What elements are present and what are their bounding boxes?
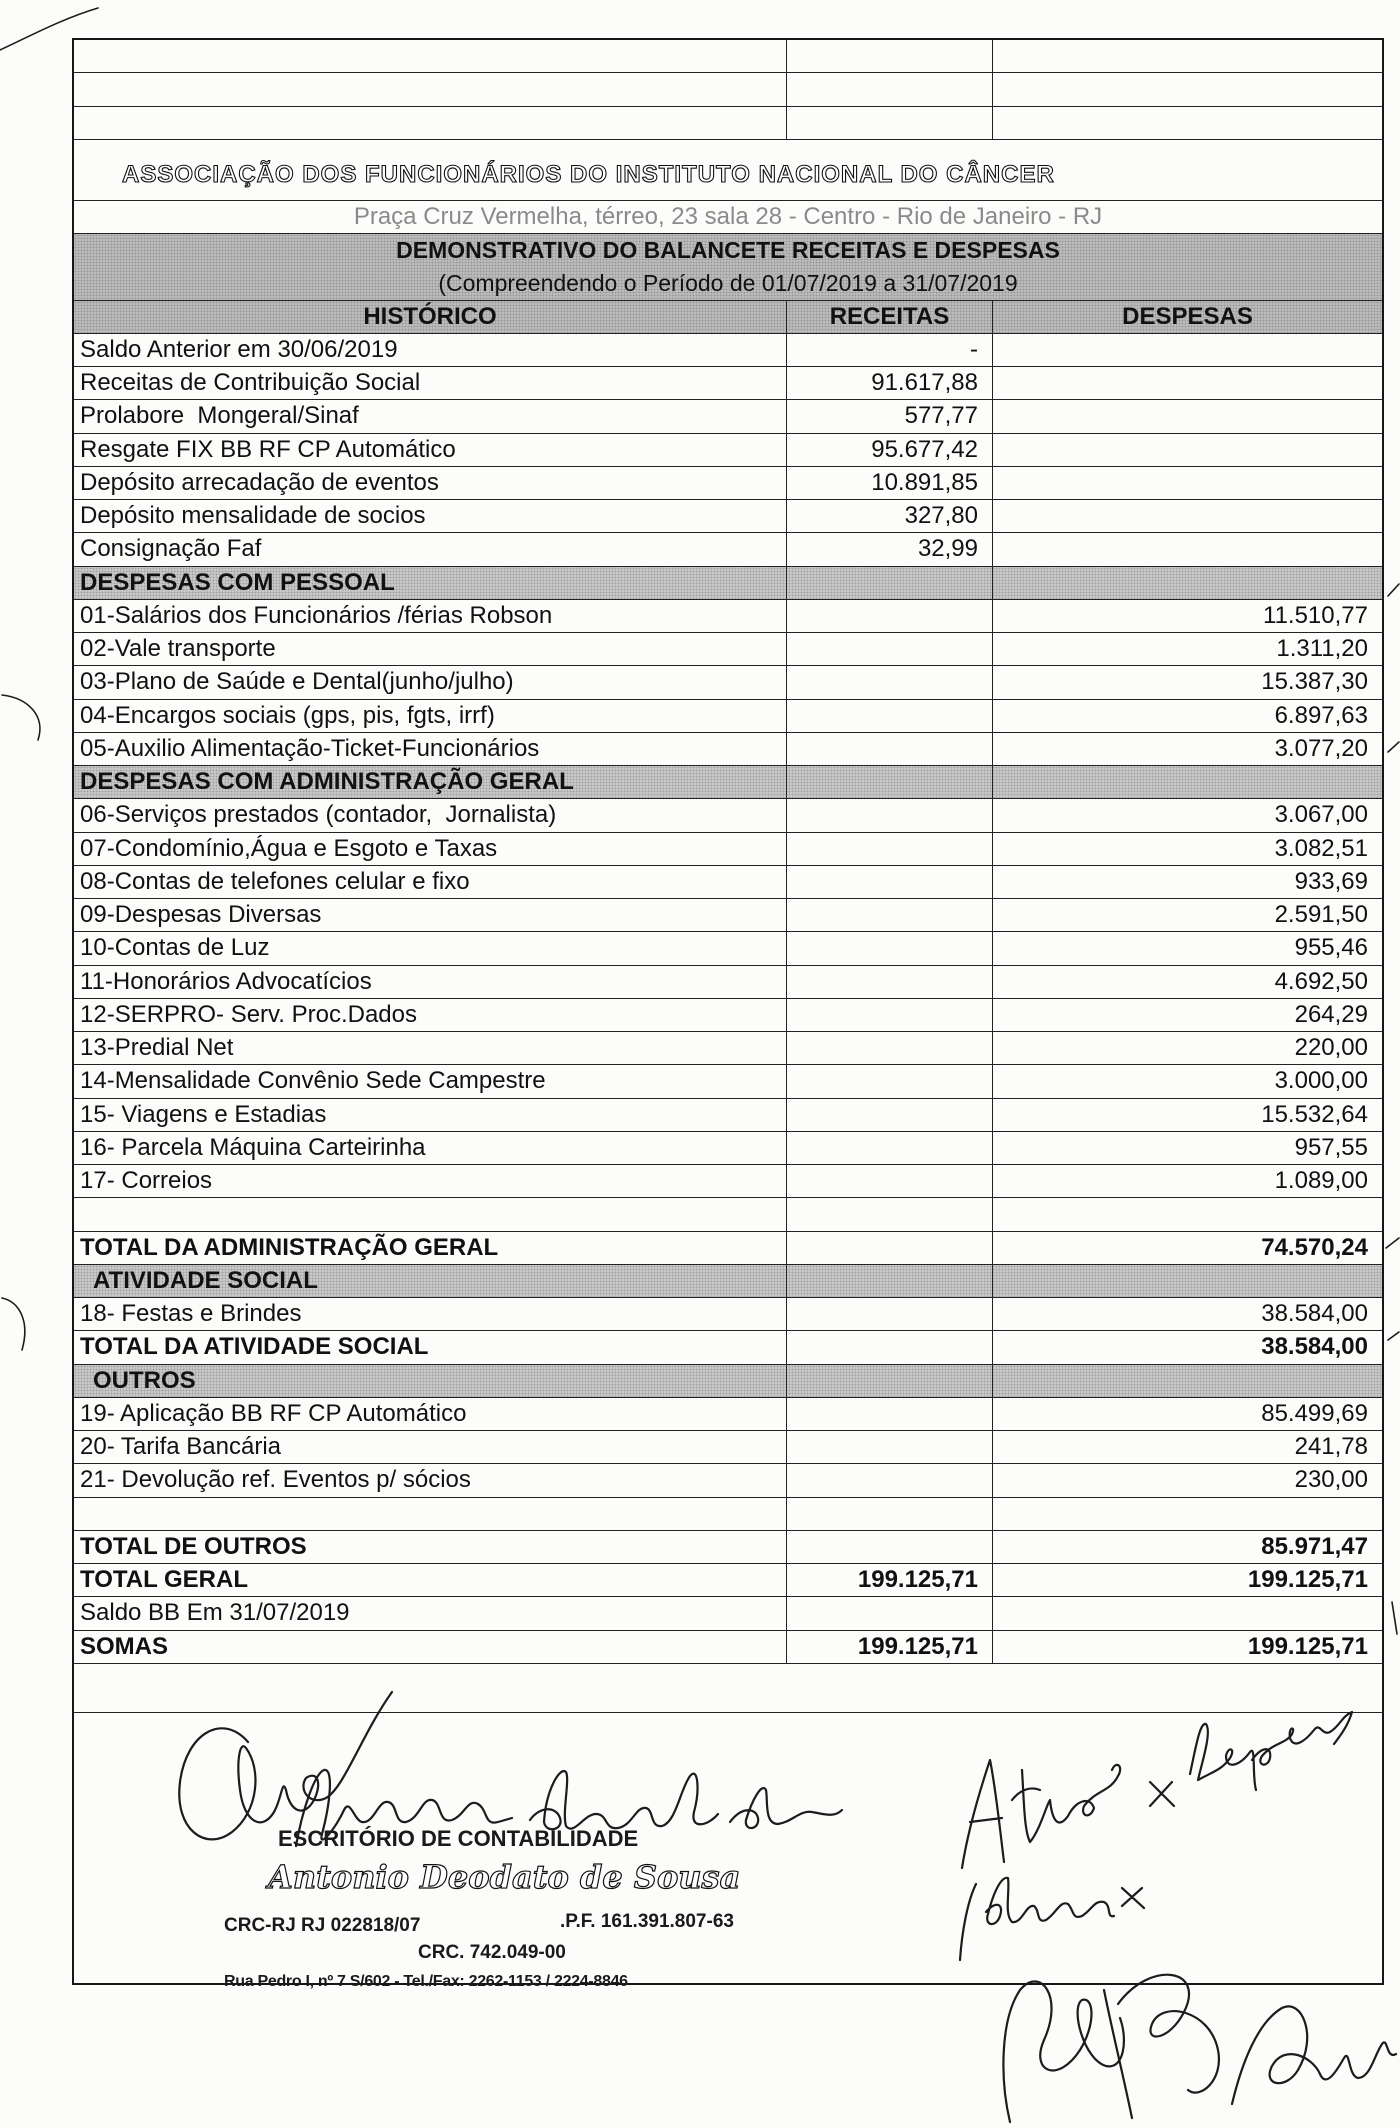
revenue-row [74,367,1382,400]
revenue-cell [787,600,993,632]
expense-row [74,733,1382,766]
blank-row [74,1198,1382,1231]
revenue-cell [787,1431,993,1463]
history-cell: 04-Encargos sociais (gps, pis, fgts, irrf) [74,700,787,732]
history-cell: 06-Serviços prestados (contador, Jornalista) [74,799,787,831]
expense-cell: 1.089,00 [1274,1167,1368,1194]
expense-cell: 933,69 [1294,867,1368,895]
expense-cell [993,73,1382,105]
punch-hole-mark [2,695,40,740]
expense-cell: 1.311,20 [1276,635,1368,662]
history-cell: 21- Devolução ref. Eventos p/ sócios [74,1464,787,1496]
section-heading-row [74,1365,1382,1398]
stamp-accountant-name: Antonio Deodato de Sousa [268,1858,741,1896]
revenue-cell [787,1531,993,1563]
expense-row [74,999,1382,1032]
expense-cell: 15.532,64 [1261,1100,1368,1128]
revenue-cell [787,1265,993,1297]
revenue-cell [787,1365,993,1397]
revenue-cell [787,1597,993,1629]
expense-row [74,1398,1382,1431]
history-cell: Receitas de Contribuição Social [74,367,787,399]
stamp-crc: CRC. 742.049-00 [418,1942,566,1963]
blank-row [74,73,1382,106]
signature-area [74,1713,1382,1983]
column-header-expenses: DESPESAS [1122,302,1253,330]
history-cell: Resgate FIX BB RF CP Automático [74,434,787,466]
expense-cell: 3.000,00 [1274,1067,1368,1095]
history-cell: Depósito mensalidade de socios [74,500,787,532]
expense-row [74,1431,1382,1464]
column-header-history: HISTÓRICO [74,301,787,333]
revenue-cell [787,1132,993,1164]
history-cell: 05-Auxilio Alimentação-Ticket-Funcionários [74,733,787,765]
history-cell: Saldo BB Em 31/07/2019 [74,1597,787,1629]
expense-row [74,1464,1382,1497]
revenue-cell [787,1032,993,1064]
revenue-cell [787,40,993,72]
revenue-cell: 577,77 [787,400,993,432]
revenue-cell [787,833,993,865]
expense-cell [993,766,1382,798]
revenue-cell [787,733,993,765]
report-title-row [74,234,1382,267]
expense-cell: 264,29 [1294,1000,1368,1028]
expense-cell: 955,46 [1294,934,1368,962]
revenue-cell [787,567,993,599]
expense-cell: 85.971,47 [1261,1532,1368,1560]
margin-mark [1388,742,1399,752]
revenue-cell [787,1232,993,1264]
expense-row [74,966,1382,999]
margin-mark [1392,1602,1397,1634]
expense-row [74,932,1382,965]
organization-address: Praça Cruz Vermelha, térreo, 23 sala 28 - Centro - Rio de Janeiro - RJ [353,202,1103,230]
margin-mark [1388,1332,1399,1340]
revenue-cell [787,866,993,898]
revenue-cell [787,1331,993,1363]
section-heading-row [74,1265,1382,1298]
revenue-cell: 327,80 [787,500,993,532]
expense-cell: 38.584,00 [1261,1333,1368,1361]
history-cell: TOTAL GERAL [74,1564,787,1596]
margin-mark [1388,584,1399,596]
expense-cell: 199.125,71 [1247,1632,1368,1660]
handwritten-signature [1104,1975,1219,2118]
punch-hole-mark [2,1298,25,1350]
revenue-row [74,533,1382,566]
revenue-cell [787,932,993,964]
history-cell: Consignação Faf [74,533,787,565]
revenue-cell [787,107,993,139]
expense-cell [993,567,1382,599]
expense-cell [993,467,1382,499]
history-cell: 19- Aplicação BB RF CP Automático [74,1398,787,1430]
revenue-cell [787,73,993,105]
history-cell: TOTAL DE OUTROS [74,1531,787,1563]
expense-cell [993,107,1382,139]
history-cell: 08-Contas de telefones celular e fixo [74,866,787,898]
blank-row [74,40,1382,73]
revenue-cell [787,1298,993,1330]
history-cell [74,40,787,72]
blank-cell [74,1664,1382,1712]
history-cell: DESPESAS COM ADMINISTRAÇÃO GERAL [74,766,787,798]
expense-row [74,700,1382,733]
history-cell: 07-Condomínio,Água e Esgoto e Taxas [74,833,787,865]
expense-row [74,833,1382,866]
expense-cell [993,1498,1382,1530]
column-header-row [74,301,1382,334]
revenue-cell: 32,99 [787,533,993,565]
section-total-row [74,1331,1382,1364]
expense-cell: 38.584,00 [1261,1300,1368,1327]
revenue-row [74,434,1382,467]
history-cell: TOTAL DA ATIVIDADE SOCIAL [74,1331,787,1363]
expense-cell [993,367,1382,399]
expense-row [74,666,1382,699]
history-cell: 11-Honorários Advocatícios [74,966,787,998]
history-cell: SOMAS [74,1631,787,1663]
history-cell: 14-Mensalidade Convênio Sede Campestre [74,1065,787,1097]
history-cell: 02-Vale transporte [74,633,787,665]
expense-cell: 220,00 [1294,1034,1368,1061]
expense-cell: 3.067,00 [1274,801,1368,829]
history-cell: Prolabore Mongeral/Sinaf [74,400,787,432]
expense-row [74,600,1382,633]
expense-row [74,633,1382,666]
history-cell: TOTAL DA ADMINISTRAÇÃO GERAL [74,1232,787,1264]
revenue-cell [787,1065,993,1097]
organization-title-row [74,140,1382,201]
revenue-cell [787,1099,993,1131]
revenue-cell [787,1165,993,1197]
history-cell: 16- Parcela Máquina Carteirinha [74,1132,787,1164]
revenue-cell [787,1198,993,1230]
expense-cell [993,1365,1382,1397]
expense-cell [993,40,1382,72]
expense-cell [993,1597,1382,1629]
revenue-cell [787,999,993,1031]
history-cell: 17- Correios [74,1165,787,1197]
revenue-row [74,400,1382,433]
expense-row [74,1132,1382,1165]
organization-address-row [74,201,1382,234]
expense-cell [993,434,1382,466]
expense-row [74,1065,1382,1098]
stamp-crc-rj: CRC-RJ RJ 022818/07 [224,1915,421,1936]
history-cell [74,107,787,139]
history-cell: 12-SERPRO- Serv. Proc.Dados [74,999,787,1031]
expense-cell: 957,55 [1294,1133,1368,1161]
expense-row [74,1099,1382,1132]
stamp-address: Rua Pedro I, nº 7 S/602 - Tel./Fax: 2262-1153 / 2224-8846 [224,1973,628,1990]
expense-cell: 3.082,51 [1274,834,1368,862]
report-title: DEMONSTRATIVO DO BALANCETE RECEITAS E DESPESAS [396,237,1060,263]
expense-cell [993,1198,1382,1230]
revenue-cell: 95.677,42 [787,434,993,466]
revenue-cell: 91.617,88 [787,367,993,399]
history-cell: Depósito arrecadação de eventos [74,467,787,499]
revenue-cell: 10.891,85 [787,467,993,499]
expense-cell: 11.510,77 [1263,601,1368,629]
report-period-row [74,267,1382,300]
revenue-cell: 199.125,71 [787,1564,993,1596]
blank-row [74,1664,1382,1713]
expense-cell: 3.077,20 [1274,734,1368,762]
expense-cell: 199.125,71 [1247,1566,1368,1593]
expense-cell: 241,78 [1294,1433,1368,1460]
revenue-cell [787,633,993,665]
expense-cell: 6.897,63 [1274,701,1368,729]
balance-sheet [72,38,1384,1985]
margin-mark [1386,1238,1399,1248]
stamp-cpf: .P.F. 161.391.807-63 [560,1911,734,1932]
revenue-cell [787,899,993,931]
revenue-cell [787,1398,993,1430]
expense-cell: 15.387,30 [1261,668,1368,696]
revenue-row [74,467,1382,500]
expense-cell [993,400,1382,432]
blank-row [74,107,1382,140]
handwritten-signature [1003,1981,1123,2122]
revenue-cell [787,799,993,831]
revenue-cell [787,1464,993,1496]
grand-total-row [74,1564,1382,1597]
blank-row [74,1498,1382,1531]
expense-cell: 74.570,24 [1261,1233,1368,1261]
revenue-row [74,500,1382,533]
history-cell: 10-Contas de Luz [74,932,787,964]
expense-cell [993,1265,1382,1297]
handwritten-signature [1232,2006,1396,2104]
sums-row [74,1631,1382,1664]
expense-row [74,899,1382,932]
ledger-body [74,334,1382,1664]
section-total-row [74,1531,1382,1564]
history-cell: OUTROS [74,1365,787,1397]
revenue-cell [787,966,993,998]
column-header-revenue: RECEITAS [787,301,993,333]
revenue-cell: - [787,334,993,366]
report-period: (Compreendendo o Período de 01/07/2019 a 31/07/2019 [438,270,1018,297]
section-total-row [74,1232,1382,1265]
revenue-cell [787,666,993,698]
history-cell: DESPESAS COM PESSOAL [74,567,787,599]
history-cell: 18- Festas e Brindes [74,1298,787,1330]
history-cell: ATIVIDADE SOCIAL [74,1265,787,1297]
section-heading-row [74,567,1382,600]
expense-row [74,799,1382,832]
expense-cell: 4.692,50 [1274,967,1368,995]
expense-cell [993,500,1382,532]
expense-row [74,1298,1382,1331]
history-cell: 15- Viagens e Estadias [74,1099,787,1131]
history-cell: Saldo Anterior em 30/06/2019 [74,334,787,366]
expense-row [74,866,1382,899]
history-cell: 03-Plano de Saúde e Dental(junho/julho) [74,666,787,698]
expense-row [74,1165,1382,1198]
revenue-cell [787,700,993,732]
expense-cell [993,533,1382,565]
history-cell: 20- Tarifa Bancária [74,1431,787,1463]
expense-row [74,1032,1382,1065]
history-cell: 01-Salários dos Funcionários /férias Robson [74,600,787,632]
stamp-office-name: ESCRITÓRIO DE CONTABILIDADE [278,1826,639,1851]
expense-cell: 2.591,50 [1274,901,1368,928]
revenue-cell: 199.125,71 [787,1631,993,1663]
revenue-row [74,334,1382,367]
expense-cell: 230,00 [1294,1466,1368,1494]
history-cell [74,73,787,105]
revenue-cell [787,1498,993,1530]
expense-cell: 85.499,69 [1261,1399,1368,1427]
expense-cell [993,334,1382,366]
closing-balance-row [74,1597,1382,1630]
history-cell [74,1198,787,1230]
history-cell: 09-Despesas Diversas [74,899,787,931]
history-cell: 13-Predial Net [74,1032,787,1064]
history-cell [74,1498,787,1530]
revenue-cell [787,766,993,798]
section-heading-row [74,766,1382,799]
organization-name: ASSOCIAÇÃO DOS FUNCIONÁRIOS DO INSTITUTO NACIONAL DO CÂNCER [122,160,1055,188]
